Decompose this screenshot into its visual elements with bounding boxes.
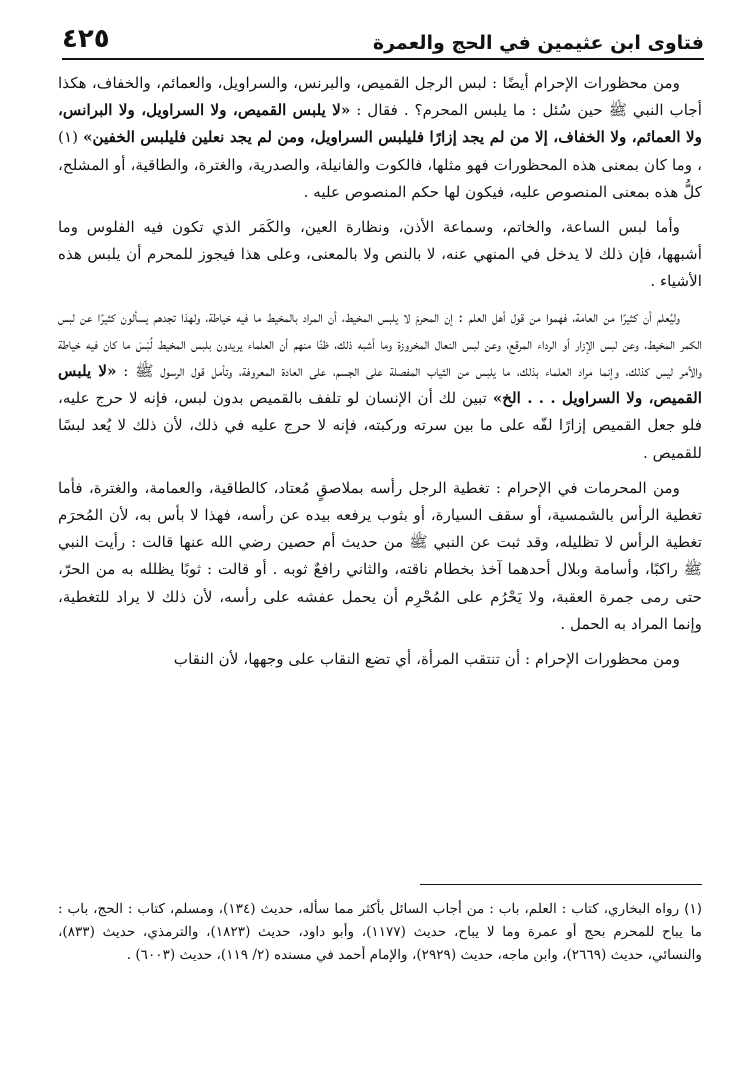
footnote-text: رواه البخاري، كتاب : العلم، باب : من أجاب السائل بأكثر مما سأله، حديث (١٣٤)، ومسلم، كتاب : الحج، باب : ما يباح للمحرم بحج أو عمرة وما لا يباح، حديث (١١٧٧)، وأبو داود، حديث (١٨٢٣)، والترمذي، حديث (٨٣٣)، والنسائي، حديث (٢٦٦٩)، وابن ماجه، حديث (٢٩٢٩)، والإمام أحمد في مسنده (٢/ ١١٩)، حديث (٦٠٠٣) . <box>58 901 702 963</box>
text-segment: ومن المحرمات في الإحرام : تغطية الرجل رأسه بملاصقٍ مُعتاد، كالطاقية، والعمامة، والغترة، فأما تغطية الرأس بالشمسية، أو سقف السيارة، أو بثوب يرفعه بيده عن رأسه، فهذا لا بأس به، لأن المُحرَم تغطية الرأس لا تظليله، وقد ثبت عن النبي ﷺ من حديث أم حصين رضي الله عنها قالت : رأيت النبي ﷺ راكبًا، وأسامة وبلال أحدهما آخذ بخطام ناقته، والثاني رافعٌ ثوبه . أو قالت : ثوبًا يظلله به من الحرّ، حتى رمى جمرة العقبة، ولا يَحْرُم على المُحْرِم أن يحمل عفشه على رأسه، لأن ذلك لا يراد للتغطية، وإنما المراد به الحمل . <box>58 478 702 633</box>
paragraph <box>58 646 702 673</box>
text-segment: تبين لك أن الإنسان لو تلفف بالقميص بدون لبس، فإنه لا حرج عليه، فلو جعل القميص إزارًا لفّه على ما بين سرته وركبته، فإنه لا حرج عليه في ذلك، لأن ذلك لا يُعد لبسًا للقميص . <box>58 389 702 462</box>
paragraph <box>58 214 702 296</box>
text-segment: وأما لبس الساعة، والخاتم، وسماعة الأذن، ونظارة العين، والكَمَر الذي تكون فيه الفلوس وما أشبهها، فإن ذلك لا يدخل في المنهي عنه، لا بالنص ولا بالمعنى، وعلى هذا فيجوز للمحرم أن يلبس هذه الأشياء . <box>58 218 702 291</box>
page-header <box>62 14 704 60</box>
text-segment: ومن محظورات الإحرام : أن تنتقب المرأة، أي تضع النقاب على وجهها، لأن النقاب <box>173 650 680 669</box>
paragraph <box>58 304 702 467</box>
footnotes <box>58 898 702 967</box>
text-segment: (١) ، وما كان بمعنى هذه المحظورات فهو مثلها، فالكوت والفانيلة، والصدرية، والغترة، والطاقية، أو المشلح، كلُّ هذه بمعنى المنصوص عليه، فيكون لها حكم المنصوص عليه . <box>58 128 702 201</box>
hadith-quote: «لا يلبس القميص، ولا السراويل، ولا البرانس، ولا العمائم، ولا الخفاف، إلا من لم يجد إزارًا فليلبس السراويل، ومن لم يجد نعلين فليلبس الخفين» <box>58 101 702 147</box>
page-number: ٤٢٥ <box>62 24 110 54</box>
footnote-marker: (١) <box>684 901 702 917</box>
main-text <box>58 70 702 681</box>
text-segment: ومن محظورات الإحرام أيضًا : لبس الرجل القميص، والبرنس، والسراويل، والعمائم، والخفاف، هكذا أجاب النبي ﷺ حين سُئل : ما يلبس المحرم؟ . فقال : <box>58 74 702 120</box>
footnote-separator <box>420 884 702 885</box>
hadith-quote: «لا يلبس القميص، ولا السراويل . . . الخ» <box>58 362 703 408</box>
paragraph <box>58 475 702 638</box>
paragraph <box>58 70 702 206</box>
running-title: فتاوى ابن عثيمين في الحج والعمرة <box>372 32 704 54</box>
footnote <box>58 898 702 967</box>
text-segment: وليُعلم أن كثيرًا من العامة، فهموا من قول أهل العلم : إن المحرمَ لا يلبس المخيط، أن المراد بالمخيط ما فيه خياطة، ولهذا تجدهم يسألون كثيرًا عن لبس الكمر المخيط، وعن لبس الإزار أو الرداء المرقع، وعن لبس النعال المخروزة وما أشبه ذلك، ظنًا منهم أن العلماء يريدون بلبس المخيط لُبْسَ ما كان فيه خياطة والأمر ليس كذلك، وإنما مراد العلماء بذلك، ما يلبس من الثياب المفصلة على الجسم، على العادة المعروفة، وتأمل قول الرسول ﷺ : <box>58 307 702 381</box>
